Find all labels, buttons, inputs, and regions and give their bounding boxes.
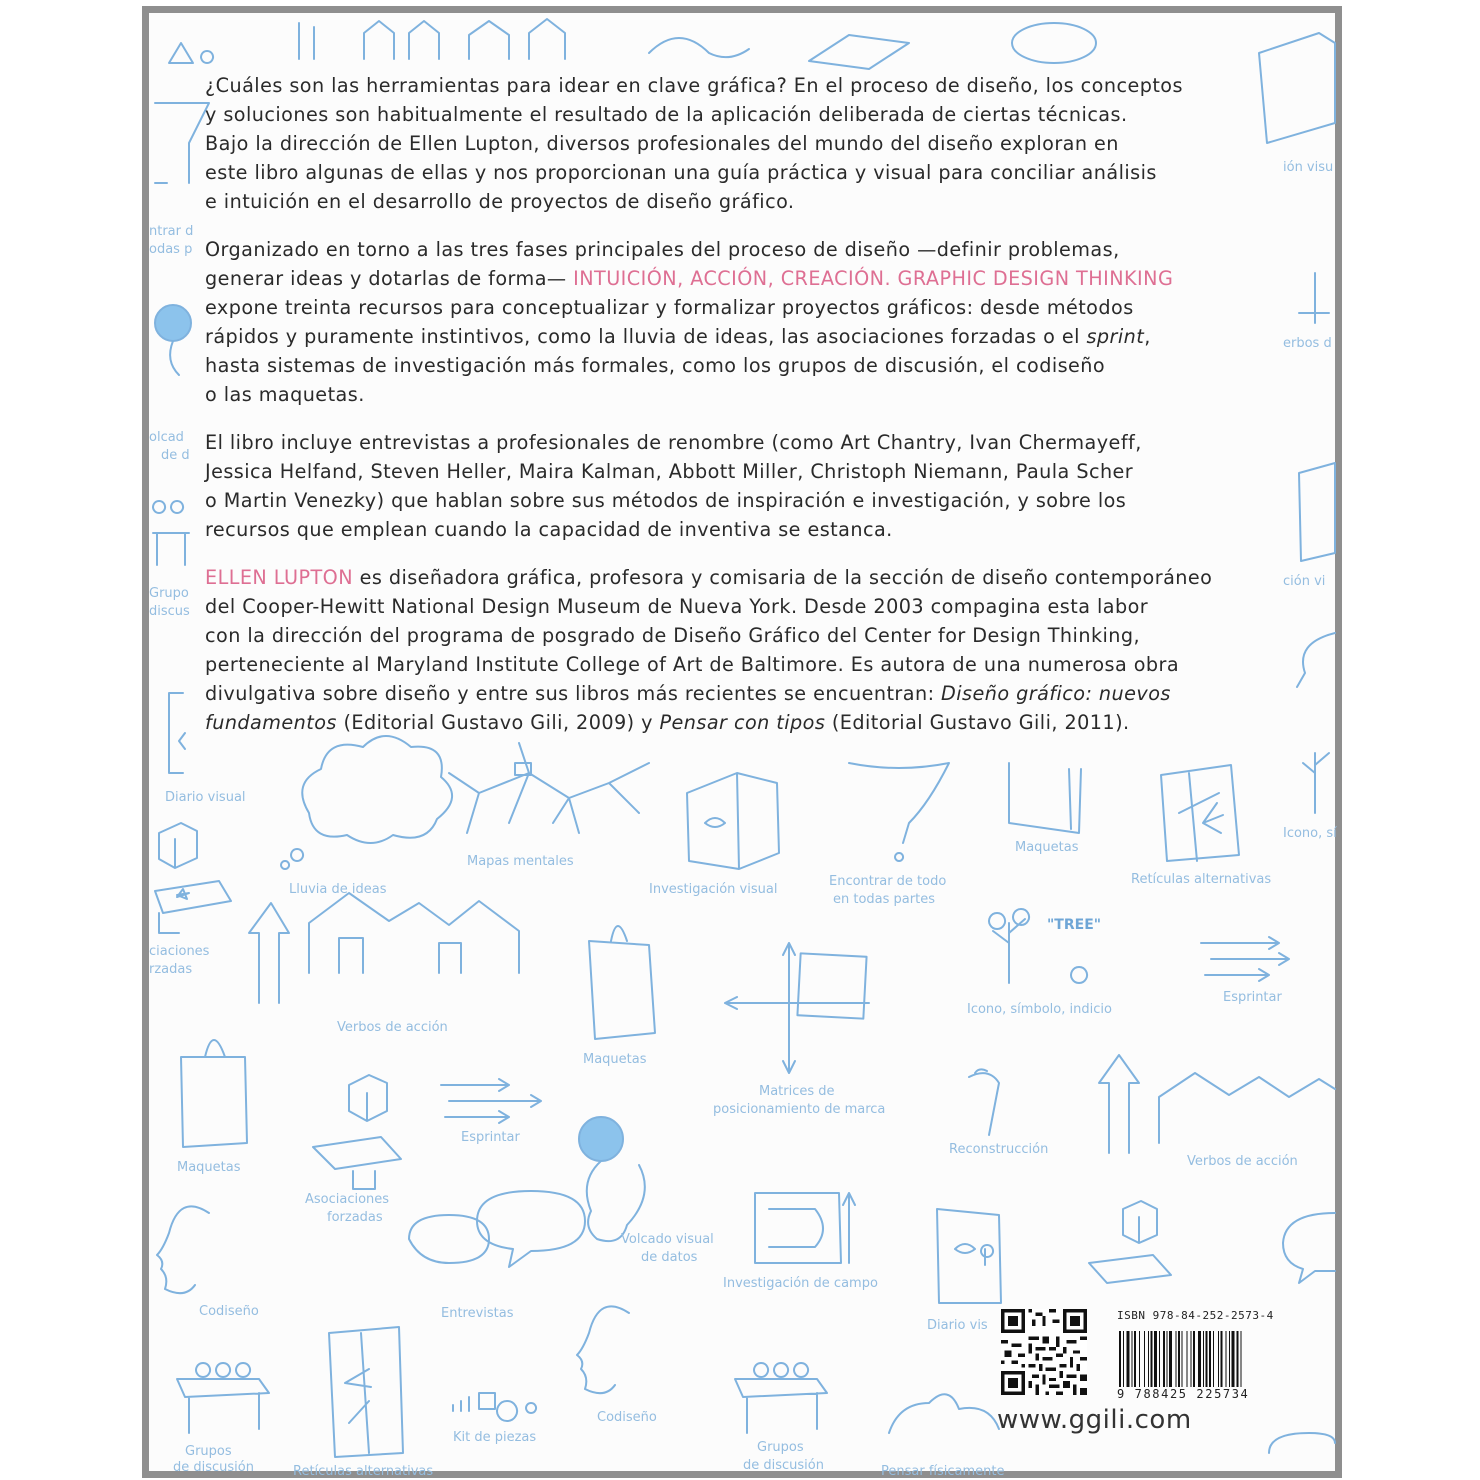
isbn-label: ISBN 978-84-252-2573-4 [1117,1309,1274,1322]
label-verbos-accion-2: Verbos de acción [1187,1154,1298,1169]
drawing-top-cloud [1012,23,1096,63]
drawing-arm [889,1394,999,1433]
drawing-nail [969,1069,999,1135]
drawing-bag-2 [181,1040,247,1147]
label-icono-edge: Icono, sí [1283,826,1337,841]
drawing-balloon-string [170,341,179,375]
text-line: Jessica Helfand, Steven Heller, Maira Kalman, Abbott Miller, Christoph Niemann, Paula Scher [205,460,1134,483]
text-line: Organizado en torno a las tres fases principales del proceso de diseño —definir problemas, [205,238,1120,261]
label-encontrar-1: Encontrar de todo [829,874,947,889]
drawing-mind-map [449,743,649,833]
label-investigacion-visual: Investigación visual [649,882,778,897]
text-line: con la dirección del programa de posgrado de Diseño Gráfico del Center for Design Thinking, [205,624,1141,647]
label-grupos-2: Grupos [757,1440,804,1455]
label-maquetas-1: Maquetas [1015,840,1079,855]
label-diario-vis: Diario vis [927,1318,988,1333]
drawing-matrix-square [797,953,866,1018]
text-line: del Cooper-Hewitt National Design Museum de Nueva York. Desde 2003 compagina esta labor [205,595,1149,618]
cover-text-block [205,71,1295,756]
label-esprintar-2: Esprintar [461,1130,520,1145]
label-maquetas-3: Maquetas [177,1160,241,1175]
label-edge-grupos-2: discus [149,604,190,619]
drawing-people-table-1 [177,1363,269,1433]
label-entrevistas: Entrevistas [441,1306,514,1321]
drawing-bubble-right [1283,1213,1335,1283]
text-fragment: es diseñadora gráfica, profesora y comisaria de la sección de diseño contemporáneo [353,566,1213,589]
drawing-people-table-2 [735,1363,827,1433]
label-investigacion-campo: Investigación de campo [723,1276,878,1291]
text-line [205,708,1295,737]
drawing-door [937,1209,1001,1303]
drawing-kit-pieces [453,1393,536,1421]
label-reticulas-1: Retículas alternativas [1131,872,1272,887]
text-line [205,322,1295,351]
label-mapas-mentales: Mapas mentales [467,854,574,869]
text-emphasis: fundamentos [205,711,337,734]
text-line: hasta sistemas de investigación más formales, como los grupos de discusión, el codiseño [205,354,1106,377]
label-grupos-1: Grupos [185,1444,232,1459]
author-name: ELLEN LUPTON [205,566,354,589]
text-fragment: , [1144,325,1151,348]
text-line: o las maquetas. [205,383,365,406]
label-edge-accion: ción vi [1283,574,1326,589]
drawing-reticulas-bottom [329,1327,403,1457]
label-grupos-1b: de discusión [173,1460,254,1475]
label-codiseno-1: Codiseño [199,1304,259,1319]
qr-code [1001,1309,1087,1395]
drawing-top-triangle [169,43,213,63]
text-line: e intuición en el desarrollo de proyectos de diseño gráfico. [205,190,795,213]
drawing-left-card [155,881,231,933]
label-reconstruccion: Reconstrucción [949,1142,1049,1157]
drawing-left-bracket [169,693,185,773]
ean-number: 9 788425 225734 [1117,1387,1250,1401]
text-fragment: (Editorial Gustavo Gili, 2009) y [336,711,660,734]
label-edge-verbos: erbos d [1283,336,1332,351]
drawing-right-bubble [1297,633,1335,687]
drawing-magnet [755,1193,855,1263]
label-kit-piezas: Kit de piezas [453,1430,537,1445]
drawing-left-cube [159,823,197,868]
paragraph-intro [205,71,1295,216]
text-line: ¿Cuáles son las herramientas para idear en clave gráfica? En el proceso de diseño, los conceptos [205,74,1183,97]
text-fragment: (Editorial Gustavo Gili, 2011). [825,711,1130,734]
drawing-right-arrow [1299,273,1329,323]
drawing-bubble-bottom [1269,1433,1335,1453]
drawing-people-table [153,501,189,565]
label-asociaciones-edge-1: ciaciones [149,944,210,959]
text-line: o Martin Venezky) que hablan sobre sus métodos de inspiración e investigación, y sobre los [205,489,1127,512]
text-line [205,679,1295,708]
label-volcado-1: Volcado visual [621,1232,714,1247]
label-matrices-1: Matrices de [759,1084,835,1099]
text-line: El libro incluye entrevistas a profesionales de renombre (como Art Chantry, Ivan Chermayeff, [205,431,1142,454]
drawing-top-funnel [155,103,209,183]
drawing-book-eye [687,773,779,869]
text-emphasis: Diseño gráfico: nuevos [941,682,1171,705]
drawing-profile-2 [577,1306,629,1393]
text-line: recursos que emplean cuando la capacidad de inventiva se estanca. [205,518,893,541]
label-codiseno-2: Codiseño [597,1410,657,1425]
book-back-cover [142,6,1342,1478]
drawing-head-balloon [579,1117,623,1161]
drawing-sprint-arrows [1201,937,1289,981]
drawing-head [587,1161,645,1241]
text-fragment: generar ideas y dotarlas de forma— [205,267,567,290]
label-reticulas-2: Retículas alternativas [293,1464,434,1479]
drawing-right-tree [1303,753,1329,813]
drawing-arrow-up [249,903,289,1003]
label-asociaciones-1: Asociaciones [305,1192,390,1207]
drawing-top-star-card [809,35,909,69]
drawing-right-book [1299,463,1335,561]
label-edge-encontrar-2: odas p [149,242,193,257]
text-line: y soluciones son habitualmente el resultado de la aplicación deliberada de ciertas técnicas. [205,103,1128,126]
label-volcado-2: de datos [641,1250,698,1265]
label-asociaciones-2: forzadas [327,1210,383,1225]
text-fragment: divulgativa sobre diseño y entre sus libros más recientes se encuentran: [205,682,942,705]
text-line [205,563,1295,592]
label-asociaciones-edge-2: rzadas [149,962,193,977]
label-verbos-accion-1: Verbos de acción [337,1020,448,1035]
text-emphasis: Pensar con tipos [659,711,826,734]
drawing-houses [309,893,519,973]
label-edge-vision: ión visu [1283,160,1334,175]
text-fragment: rápidos y puramente instintivos, como la lluvia de ideas, las asociaciones forzadas o el [205,325,1087,348]
drawing-cube-card [313,1075,401,1189]
drawing-profile [157,1206,209,1293]
drawing-reticulas [1161,765,1239,861]
label-encontrar-2: en todas partes [833,892,935,907]
label-edge-volcado-1: olcad [149,430,184,445]
text-emphasis: sprint [1086,325,1145,348]
publisher-url: www.ggili.com [997,1405,1192,1435]
label-lluvia-ideas: Lluvia de ideas [289,882,387,897]
text-line [205,264,1295,293]
drawing-maquetas-book [1009,763,1081,833]
drawing-cube-card-right [1089,1201,1171,1283]
drawing-top-scribble [649,38,749,57]
paragraph-structure [205,235,1295,409]
label-tree: "TREE" [1047,917,1102,933]
drawing-speech-bubbles [409,1191,585,1267]
drawing-top-house [299,19,565,59]
label-esprintar-1: Esprintar [1223,990,1282,1005]
text-line: expone treinta recursos para conceptualizar y formalizar proyectos gráficos: desde métodos [205,296,1134,319]
label-icono-simbolo: Icono, símbolo, indicio [967,1002,1112,1017]
text-line: este libro algunas de ellas y nos proporcionan una guía práctica y visual para conciliar análisis [205,161,1157,184]
label-diario-visual: Diario visual [165,790,246,805]
drawing-sprint-arrows-2 [441,1079,541,1123]
paragraph-interviews [205,428,1295,544]
label-edge-encontrar-1: ntrar d [149,224,194,239]
label-edge-grupos-1: Grupo [149,586,189,601]
text-line: perteneciente al Maryland Institute College of Art de Baltimore. Es autora de una numerosa obra [205,653,1180,676]
drawing-bag [589,926,655,1039]
drawing-houses-right [1099,1055,1335,1153]
paragraph-author-bio [205,563,1295,737]
drawing-funnel [849,763,949,861]
text-line: Bajo la dirección de Ellen Lupton, diversos profesionales del mundo del diseño exploran en [205,132,1119,155]
label-maquetas-2: Maquetas [583,1052,647,1067]
book-title: INTUICIÓN, ACCIÓN, CREACIÓN. GRAPHIC DESIGN THINKING [573,267,1174,290]
label-pensar-fisicamente: Pensar físicamente [881,1464,1005,1479]
label-grupos-2b: de discusión [743,1458,824,1473]
drawing-balloon [155,305,191,341]
label-edge-volcado-2: de d [161,448,190,463]
label-matrices-2: posicionamiento de marca [713,1102,886,1117]
